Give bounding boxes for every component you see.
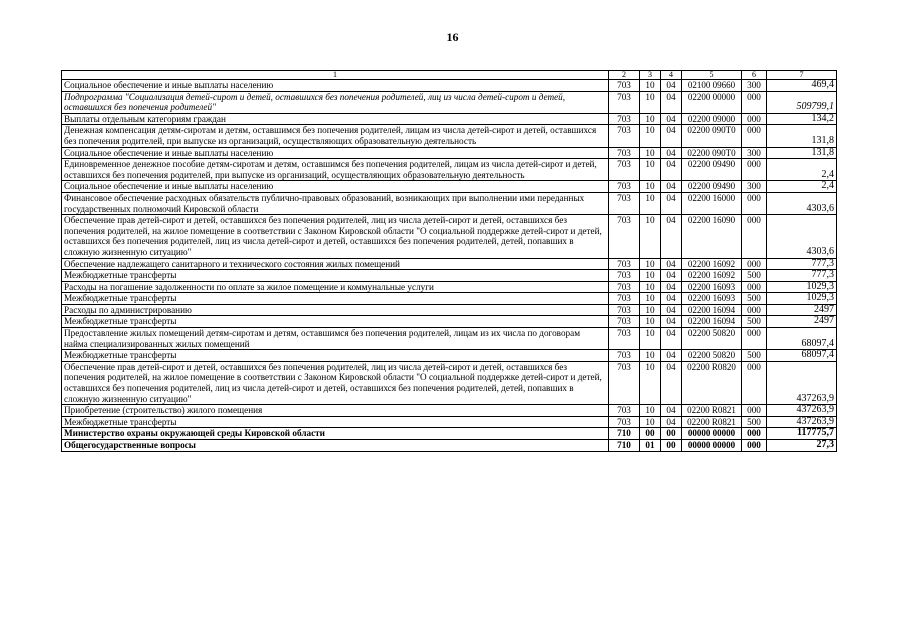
subsection-code-cell: 04 — [661, 192, 682, 214]
ministry-code-cell: 703 — [609, 215, 640, 258]
ministry-code-cell: 703 — [609, 113, 640, 125]
amount-cell: 2,4 — [767, 159, 837, 181]
table-row — [62, 147, 837, 159]
table-row — [62, 304, 837, 316]
budget-table — [61, 70, 837, 452]
subsection-code-cell: 04 — [661, 304, 682, 316]
target-article-cell: 02200 50820 — [682, 328, 742, 350]
table-row — [62, 350, 837, 362]
target-article-cell: 02200 16094 — [682, 304, 742, 316]
ministry-code-cell: 703 — [609, 328, 640, 350]
ministry-code-cell: 703 — [609, 125, 640, 147]
target-article-cell: 02200 R0820 — [682, 361, 742, 404]
expense-type-cell: 500 — [742, 293, 767, 305]
section-code-cell: 10 — [640, 80, 661, 92]
expense-type-cell: 000 — [742, 91, 767, 113]
amount-cell: 1029,3 — [767, 293, 837, 305]
ministry-code-cell: 703 — [609, 181, 640, 193]
column-header: 5 — [682, 71, 742, 80]
amount-cell: 2497 — [767, 316, 837, 328]
amount-cell: 4303,6 — [767, 215, 837, 258]
subsection-code-cell: 04 — [661, 350, 682, 362]
subsection-code-cell: 04 — [661, 181, 682, 193]
table-row — [62, 258, 837, 270]
row-name-cell: Расходы по администрированию — [62, 304, 609, 316]
row-name-cell: Расходы на погашение задолженности по оплате за жилое помещение и коммунальные услуги — [62, 281, 609, 293]
amount-cell: 131,8 — [767, 125, 837, 147]
section-code-cell: 10 — [640, 159, 661, 181]
section-code-cell: 10 — [640, 113, 661, 125]
ministry-code-cell: 703 — [609, 316, 640, 328]
target-article-cell: 02200 R0821 — [682, 405, 742, 417]
row-name-cell: Подпрограмма "Социализация детей-сирот и детей, оставшихся без попечения родителей, лиц из числа детей-сирот и детей, оставшихся без попечения родителей" — [62, 91, 609, 113]
ministry-code-cell: 703 — [609, 350, 640, 362]
ministry-code-cell: 710 — [609, 428, 640, 440]
table-row — [62, 405, 837, 417]
section-code-cell: 10 — [640, 304, 661, 316]
expense-type-cell: 300 — [742, 80, 767, 92]
row-name-cell: Социальное обеспечение и иные выплаты населению — [62, 147, 609, 159]
target-article-cell: 02200 09000 — [682, 113, 742, 125]
subsection-code-cell: 04 — [661, 361, 682, 404]
expense-type-cell: 000 — [742, 159, 767, 181]
amount-cell: 777,3 — [767, 258, 837, 270]
target-article-cell: 02200 00000 — [682, 91, 742, 113]
row-name-cell: Финансовое обеспечение расходных обязательств публично-правовых образований, возникающих при выполнении ими переданных государственных полномочий Кировской области — [62, 192, 609, 214]
table-row — [62, 416, 837, 428]
section-code-cell: 10 — [640, 361, 661, 404]
ministry-code-cell: 703 — [609, 405, 640, 417]
column-header: 3 — [640, 71, 661, 80]
target-article-cell: 02200 16093 — [682, 293, 742, 305]
target-article-cell: 02200 090T0 — [682, 147, 742, 159]
expense-type-cell: 000 — [742, 440, 767, 452]
target-article-cell: 02200 09490 — [682, 181, 742, 193]
expense-type-cell: 000 — [742, 405, 767, 417]
ministry-code-cell: 703 — [609, 192, 640, 214]
ministry-code-cell: 703 — [609, 270, 640, 282]
target-article-cell: 02200 09490 — [682, 159, 742, 181]
amount-cell: 2497 — [767, 304, 837, 316]
expense-type-cell: 000 — [742, 258, 767, 270]
table-row — [62, 281, 837, 293]
column-header: 7 — [767, 71, 837, 80]
table-row — [62, 80, 837, 92]
page-number: 16 — [446, 30, 459, 44]
row-name-cell: Обеспечение прав детей-сирот и детей, оставшихся без попечения родителей, лиц из числа детей-сирот и детей, оставшихся без попечения родителей, на жилое помещение в соответствии с Законом Кировской области "О социальной поддержке детей-сирот и детей, оставшихся без попечения родителей, лиц из числа детей-сирот и детей, оставшихся без попечения родителей, детей, попавших в сложную жизненную ситуацию" — [62, 215, 609, 258]
row-name-cell: Общегосударственные вопросы — [62, 440, 609, 452]
amount-cell: 68097,4 — [767, 350, 837, 362]
ministry-code-cell: 703 — [609, 91, 640, 113]
section-code-cell: 00 — [640, 428, 661, 440]
expense-type-cell: 000 — [742, 192, 767, 214]
target-article-cell: 02200 16092 — [682, 258, 742, 270]
row-name-cell: Денежная компенсация детям-сиротам и детям, оставшимся без попечения родителей, лицам из числа детей-сирот и детей, оставшихся без попечения родителей, при выпуске из организаций, осуществляющих образовательную деятельность — [62, 125, 609, 147]
column-header: 2 — [609, 71, 640, 80]
table-row — [62, 181, 837, 193]
subsection-code-cell: 04 — [661, 159, 682, 181]
section-code-cell: 10 — [640, 125, 661, 147]
row-name-cell: Единовременное денежное пособие детям-сиротам и детям, оставшимся без попечения родителей, лицам из числа детей-сирот и детей, оставшихся без попечения родителей, при выпуске из организаций, осуществляющих образовательную деятельность — [62, 159, 609, 181]
section-code-cell: 10 — [640, 147, 661, 159]
table-row — [62, 440, 837, 452]
row-name-cell: Социальное обеспечение и иные выплаты населению — [62, 80, 609, 92]
ministry-code-cell: 703 — [609, 147, 640, 159]
row-name-cell: Приобретение (строительство) жилого помещения — [62, 405, 609, 417]
section-code-cell: 01 — [640, 440, 661, 452]
target-article-cell: 02200 16093 — [682, 281, 742, 293]
row-name-cell: Обеспечение прав детей-сирот и детей, оставшихся без попечения родителей, лиц из числа детей-сирот и детей, оставшихся без попечения родителей, на жилое помещение в соответствии с Законом Кировской области "О социальной поддержке детей-сирот и детей, оставшихся без попечения родителей, лиц из числа детей-сирот и детей, оставшихся без попечения родителей, детей, попавших в сложную жизненную ситуацию" — [62, 361, 609, 404]
row-name-cell: Предоставление жилых помещений детям-сиротам и детям, оставшимся без попечения родителей, лицам из их числа по договорам найма специализированных жилых помещений — [62, 328, 609, 350]
ministry-code-cell: 710 — [609, 440, 640, 452]
expense-type-cell: 000 — [742, 428, 767, 440]
amount-cell: 509799,1 — [767, 91, 837, 113]
table-row — [62, 293, 837, 305]
row-name-cell: Межбюджетные трансферты — [62, 350, 609, 362]
section-code-cell: 10 — [640, 258, 661, 270]
row-name-cell: Межбюджетные трансферты — [62, 270, 609, 282]
table-row — [62, 91, 837, 113]
target-article-cell: 02200 16094 — [682, 316, 742, 328]
expense-type-cell: 500 — [742, 350, 767, 362]
subsection-code-cell: 04 — [661, 270, 682, 282]
amount-cell: 27,3 — [767, 440, 837, 452]
column-header: 4 — [661, 71, 682, 80]
ministry-code-cell: 703 — [609, 159, 640, 181]
ministry-code-cell: 703 — [609, 281, 640, 293]
ministry-code-cell: 703 — [609, 258, 640, 270]
amount-cell: 469,4 — [767, 80, 837, 92]
expense-type-cell: 300 — [742, 181, 767, 193]
subsection-code-cell: 04 — [661, 80, 682, 92]
row-name-cell: Межбюджетные трансферты — [62, 416, 609, 428]
target-article-cell: 00000 00000 — [682, 440, 742, 452]
subsection-code-cell: 04 — [661, 113, 682, 125]
subsection-code-cell: 04 — [661, 328, 682, 350]
amount-cell: 1029,3 — [767, 281, 837, 293]
expense-type-cell: 000 — [742, 125, 767, 147]
ministry-code-cell: 703 — [609, 293, 640, 305]
target-article-cell: 02200 090T0 — [682, 125, 742, 147]
row-name-cell: Межбюджетные трансферты — [62, 293, 609, 305]
target-article-cell: 02200 16090 — [682, 215, 742, 258]
amount-cell: 4303,6 — [767, 192, 837, 214]
row-name-cell: Социальное обеспечение и иные выплаты населению — [62, 181, 609, 193]
section-code-cell: 10 — [640, 181, 661, 193]
expense-type-cell: 300 — [742, 147, 767, 159]
subsection-code-cell: 04 — [661, 147, 682, 159]
amount-cell: 131,8 — [767, 147, 837, 159]
amount-cell: 437263,9 — [767, 416, 837, 428]
amount-cell: 777,3 — [767, 270, 837, 282]
subsection-code-cell: 04 — [661, 215, 682, 258]
expense-type-cell: 500 — [742, 316, 767, 328]
table-row — [62, 159, 837, 181]
ministry-code-cell: 703 — [609, 304, 640, 316]
expense-type-cell: 000 — [742, 304, 767, 316]
subsection-code-cell: 04 — [661, 293, 682, 305]
section-code-cell: 10 — [640, 91, 661, 113]
table-row — [62, 316, 837, 328]
column-header: 6 — [742, 71, 767, 80]
ministry-code-cell: 703 — [609, 80, 640, 92]
row-name-cell: Обеспечение надлежащего санитарного и технического состояния жилых помещений — [62, 258, 609, 270]
table-row — [62, 328, 837, 350]
section-code-cell: 10 — [640, 328, 661, 350]
section-code-cell: 10 — [640, 405, 661, 417]
section-code-cell: 10 — [640, 281, 661, 293]
table-row — [62, 428, 837, 440]
amount-cell: 437263,9 — [767, 405, 837, 417]
amount-cell: 68097,4 — [767, 328, 837, 350]
section-code-cell: 10 — [640, 316, 661, 328]
subsection-code-cell: 00 — [661, 440, 682, 452]
expense-type-cell: 500 — [742, 416, 767, 428]
table-row — [62, 215, 837, 258]
amount-cell: 2,4 — [767, 181, 837, 193]
table-row — [62, 113, 837, 125]
amount-cell: 134,2 — [767, 113, 837, 125]
amount-cell: 117775,7 — [767, 428, 837, 440]
amount-cell: 437263,9 — [767, 361, 837, 404]
section-code-cell: 10 — [640, 416, 661, 428]
expense-type-cell: 000 — [742, 215, 767, 258]
expense-type-cell: 500 — [742, 270, 767, 282]
expense-type-cell: 000 — [742, 328, 767, 350]
expense-type-cell: 000 — [742, 113, 767, 125]
subsection-code-cell: 04 — [661, 258, 682, 270]
section-code-cell: 10 — [640, 350, 661, 362]
section-code-cell: 10 — [640, 270, 661, 282]
ministry-code-cell: 703 — [609, 416, 640, 428]
subsection-code-cell: 04 — [661, 281, 682, 293]
column-header: 1 — [62, 71, 609, 80]
target-article-cell: 02200 50820 — [682, 350, 742, 362]
row-name-cell: Министерство охраны окружающей среды Кировской области — [62, 428, 609, 440]
subsection-code-cell: 04 — [661, 91, 682, 113]
table-row — [62, 361, 837, 404]
ministry-code-cell: 703 — [609, 361, 640, 404]
row-name-cell: Межбюджетные трансферты — [62, 316, 609, 328]
subsection-code-cell: 04 — [661, 316, 682, 328]
target-article-cell: 02100 09660 — [682, 80, 742, 92]
expense-type-cell: 000 — [742, 361, 767, 404]
header-row — [62, 71, 837, 80]
subsection-code-cell: 04 — [661, 405, 682, 417]
subsection-code-cell: 00 — [661, 428, 682, 440]
table-row — [62, 270, 837, 282]
target-article-cell: 02200 16000 — [682, 192, 742, 214]
section-code-cell: 10 — [640, 192, 661, 214]
subsection-code-cell: 04 — [661, 125, 682, 147]
table-row — [62, 125, 837, 147]
target-article-cell: 02200 R0821 — [682, 416, 742, 428]
section-code-cell: 10 — [640, 293, 661, 305]
expense-type-cell: 000 — [742, 281, 767, 293]
table-row — [62, 192, 837, 214]
section-code-cell: 10 — [640, 215, 661, 258]
subsection-code-cell: 04 — [661, 416, 682, 428]
row-name-cell: Выплаты отдельным категориям граждан — [62, 113, 609, 125]
target-article-cell: 00000 00000 — [682, 428, 742, 440]
target-article-cell: 02200 16092 — [682, 270, 742, 282]
